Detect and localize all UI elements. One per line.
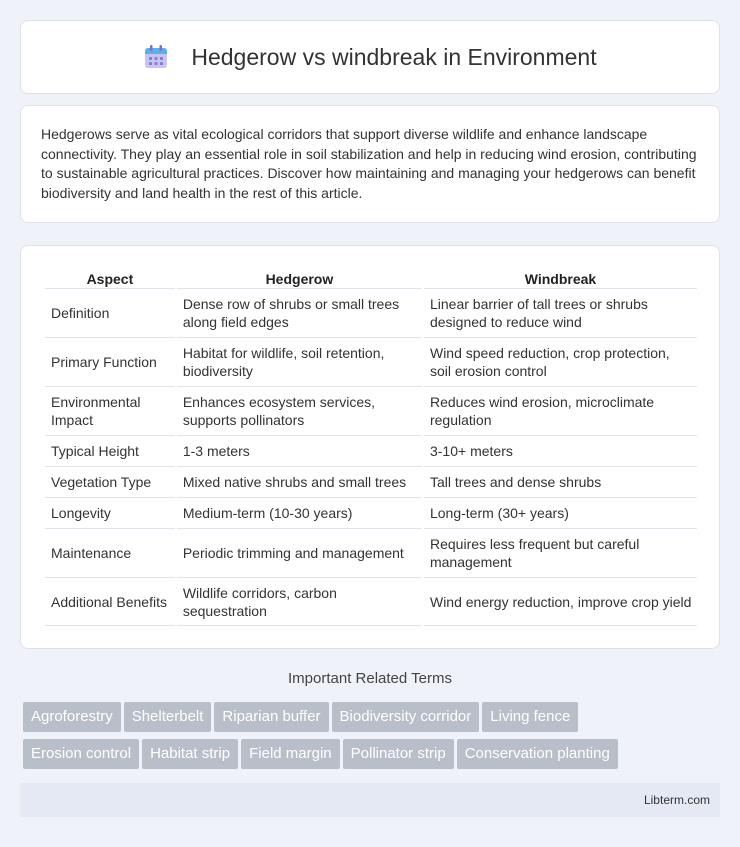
comparison-card bbox=[20, 245, 720, 649]
cell-hedgerow: Mixed native shrubs and small trees bbox=[177, 466, 422, 497]
cell-aspect: Additional Benefits bbox=[45, 577, 175, 626]
cell-hedgerow: Wildlife corridors, carbon sequestration bbox=[177, 577, 422, 626]
table-row bbox=[45, 497, 697, 528]
table-row bbox=[45, 337, 697, 386]
cell-windbreak: Long-term (30+ years) bbox=[424, 497, 697, 528]
table-row bbox=[45, 466, 697, 497]
tag-riparian-buffer[interactable]: Riparian buffer bbox=[214, 702, 328, 732]
cell-windbreak: Tall trees and dense shrubs bbox=[424, 466, 697, 497]
cell-hedgerow: Periodic trimming and management bbox=[177, 528, 422, 577]
cell-windbreak: Requires less frequent but careful management bbox=[424, 528, 697, 577]
table-row bbox=[45, 577, 697, 626]
cell-windbreak: Wind energy reduction, improve crop yield bbox=[424, 577, 697, 626]
tag-pollinator-strip[interactable]: Pollinator strip bbox=[343, 739, 454, 769]
cell-windbreak: Reduces wind erosion, microclimate regulation bbox=[424, 386, 697, 435]
cell-windbreak: Linear barrier of tall trees or shrubs designed to reduce wind bbox=[424, 288, 697, 337]
cell-windbreak: Wind speed reduction, crop protection, soil erosion control bbox=[424, 337, 697, 386]
related-tags bbox=[23, 702, 723, 776]
calendar-icon bbox=[143, 44, 169, 70]
footer-link[interactable]: Libterm.com bbox=[643, 793, 710, 807]
page-header bbox=[20, 20, 720, 94]
cell-hedgerow: Dense row of shrubs or small trees along field edges bbox=[177, 288, 422, 337]
cell-aspect: Longevity bbox=[45, 497, 175, 528]
header-hedgerow: Hedgerow bbox=[265, 271, 334, 287]
table-row bbox=[45, 528, 697, 577]
tag-agroforestry[interactable]: Agroforestry bbox=[23, 702, 121, 732]
tag-field-margin[interactable]: Field margin bbox=[241, 739, 340, 769]
cell-hedgerow: 1-3 meters bbox=[177, 435, 422, 466]
tag-conservation-planting[interactable]: Conservation planting bbox=[457, 739, 618, 769]
tag-shelterbelt[interactable]: Shelterbelt bbox=[124, 702, 212, 732]
cell-hedgerow: Enhances ecosystem services, supports pollinators bbox=[177, 386, 422, 435]
cell-aspect: Environmental Impact bbox=[45, 386, 175, 435]
footer bbox=[20, 783, 720, 817]
cell-windbreak: 3-10+ meters bbox=[424, 435, 697, 466]
cell-aspect: Primary Function bbox=[45, 337, 175, 386]
intro-text: Hedgerows serve as vital ecological corridors that support diverse wildlife and enhance landscape connectivity. They play an essential role in soil stabilization and help in reducing wind erosion, contributing to sustainable agricultural practices. Discover how maintaining and managing your hedgerows can benefit biodiversity and land health in the rest of this article. bbox=[41, 126, 697, 201]
table-row bbox=[45, 386, 697, 435]
header-windbreak: Windbreak bbox=[524, 271, 597, 287]
related-terms-title: Important Related Terms bbox=[288, 670, 452, 687]
table-row bbox=[45, 435, 697, 466]
cell-hedgerow: Habitat for wildlife, soil retention, biodiversity bbox=[177, 337, 422, 386]
page-title: Hedgerow vs windbreak in Environment bbox=[191, 43, 597, 70]
cell-hedgerow: Medium-term (10-30 years) bbox=[177, 497, 422, 528]
comparison-table bbox=[43, 266, 699, 626]
tag-erosion-control[interactable]: Erosion control bbox=[23, 739, 139, 769]
table-row bbox=[45, 288, 697, 337]
tag-living-fence[interactable]: Living fence bbox=[482, 702, 578, 732]
header-aspect: Aspect bbox=[86, 271, 134, 287]
cell-aspect: Maintenance bbox=[45, 528, 175, 577]
intro-card bbox=[20, 105, 720, 223]
cell-aspect: Typical Height bbox=[45, 435, 175, 466]
tag-habitat-strip[interactable]: Habitat strip bbox=[142, 739, 238, 769]
tag-biodiversity-corridor[interactable]: Biodiversity corridor bbox=[332, 702, 480, 732]
cell-aspect: Vegetation Type bbox=[45, 466, 175, 497]
cell-aspect: Definition bbox=[45, 288, 175, 337]
